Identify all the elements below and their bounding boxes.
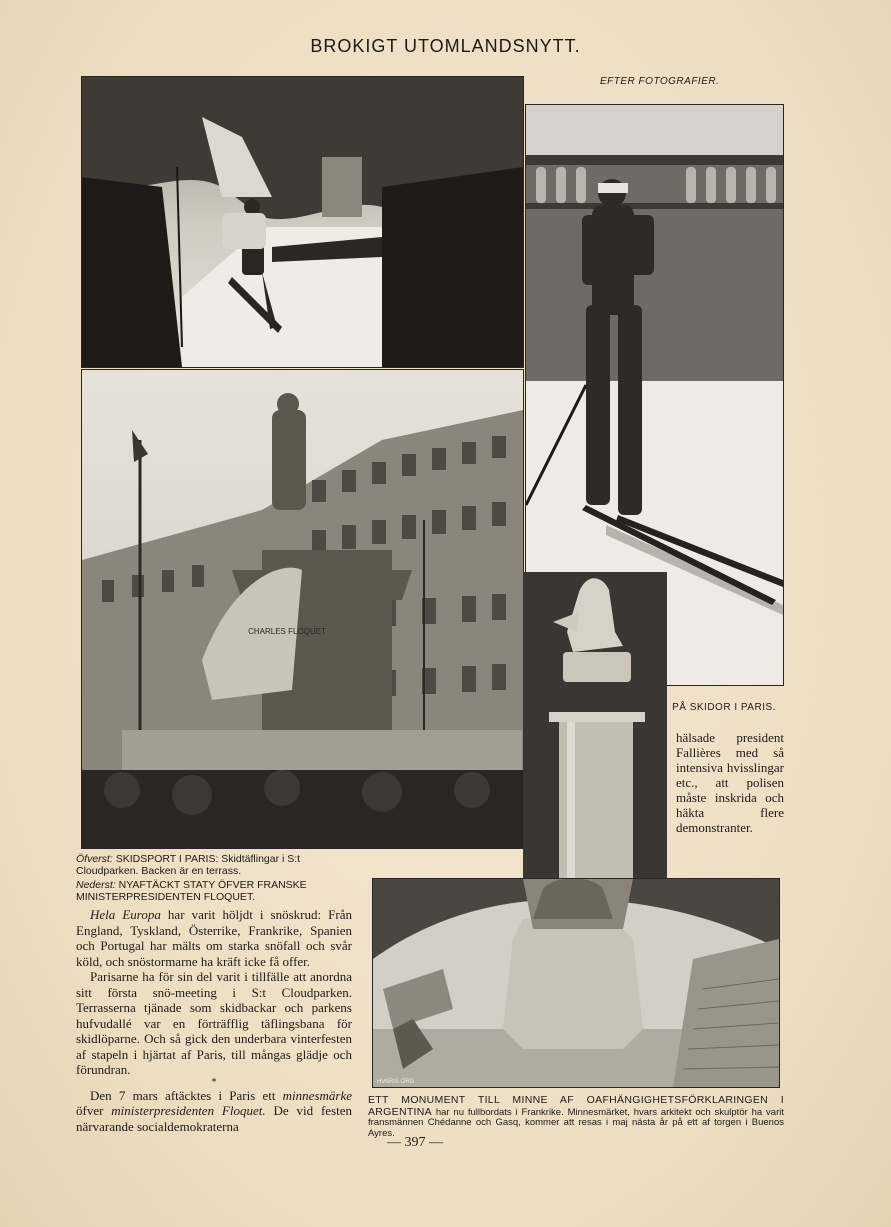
- photo-ski-competition: [81, 76, 524, 368]
- article-lead: Hela Europa: [90, 907, 161, 922]
- caption-bottom: [76, 879, 356, 903]
- page-number: — 397 —: [387, 1135, 443, 1150]
- article-paragraph-3: [76, 1088, 352, 1135]
- article-separator: *: [211, 1076, 217, 1088]
- skidor-heading: PÅ SKIDOR I PARIS.: [672, 702, 776, 713]
- caption-top-text: SKIDSPORT I PARIS: Skidtäflingar i S:t Cloudparken. Backen är en terrass.: [76, 853, 301, 877]
- article-paragraph-2: Parisarne ha för sin del varit i tillfälle att anordna sitt första snö-meeting i S:t Cloudparken. Terrasserna tjänade som skidbackar och parkens hufvudallé var en förträfflig täflingsbana för skidlöparne. Och så gick den underbara vinterfesten af stapeln i hjärtat af Paris, till mångas glädje och förundran.: [76, 969, 352, 1077]
- statue-plaque: CHARLES FLOQUET: [248, 627, 326, 636]
- monument-caption-heading: ETT MONUMENT TILL MINNE AF OAFHÄNGIGHETSFÖRKLARINGEN I ARGENTINA: [368, 1094, 784, 1118]
- p3-d: ministerpresidenten Floquet.: [111, 1103, 266, 1118]
- caption-bottom-label: Nederst:: [76, 879, 116, 891]
- caption-top: [76, 853, 356, 877]
- monument-caption-text: har nu fullbordats i Frankrike. Minnesmärket, hvars arkitekt och skulptör ha varit fransmännen Chédanne och Gasq, kommer att resas i maj nästa år på ett af torgen i Buenos Ayres.: [368, 1106, 784, 1139]
- p3-b: minnesmärke: [282, 1087, 352, 1103]
- monument-caption: [368, 1095, 784, 1139]
- p3-e: De vid festen närvarande socialdemokraterna: [76, 1103, 353, 1134]
- article-paragraph-1: [76, 907, 352, 969]
- photo-monument-base: [372, 878, 780, 1088]
- article-p1-rest: har varit höljdt i snöskrud: Från England, Tyskland, Österrike, Frankrike, Spanien och Portugal har mälts om starka snöfall och svår köld, och snöstormarne ha kräft icke få offer.: [76, 907, 352, 969]
- caption-bottom-text: NYAFTÄCKT STATY ÖFVER FRANSKE MINISTERPRESIDENTEN FLOQUET.: [76, 879, 307, 903]
- article-body: [76, 907, 352, 1134]
- caption-top-label: Öfverst:: [76, 853, 113, 865]
- photo-source-note: EFTER FOTOGRAFIER.: [600, 76, 720, 87]
- p3-a: Den 7 mars aftäcktes i Paris ett: [90, 1087, 283, 1103]
- photo-floquet-statue: [81, 369, 524, 849]
- skidor-text: hälsade president Fallières med så intensiva hvisslingar etc., att polisen måste inskrida och häkta flere demonstranter.: [676, 730, 784, 835]
- photo-monument-top: [523, 572, 667, 882]
- photo-credit: HVARIS ORG: [377, 1079, 415, 1085]
- page-title: BROKIGT UTOMLANDSNYTT.: [310, 36, 581, 56]
- p3-c: öfver: [76, 1103, 112, 1118]
